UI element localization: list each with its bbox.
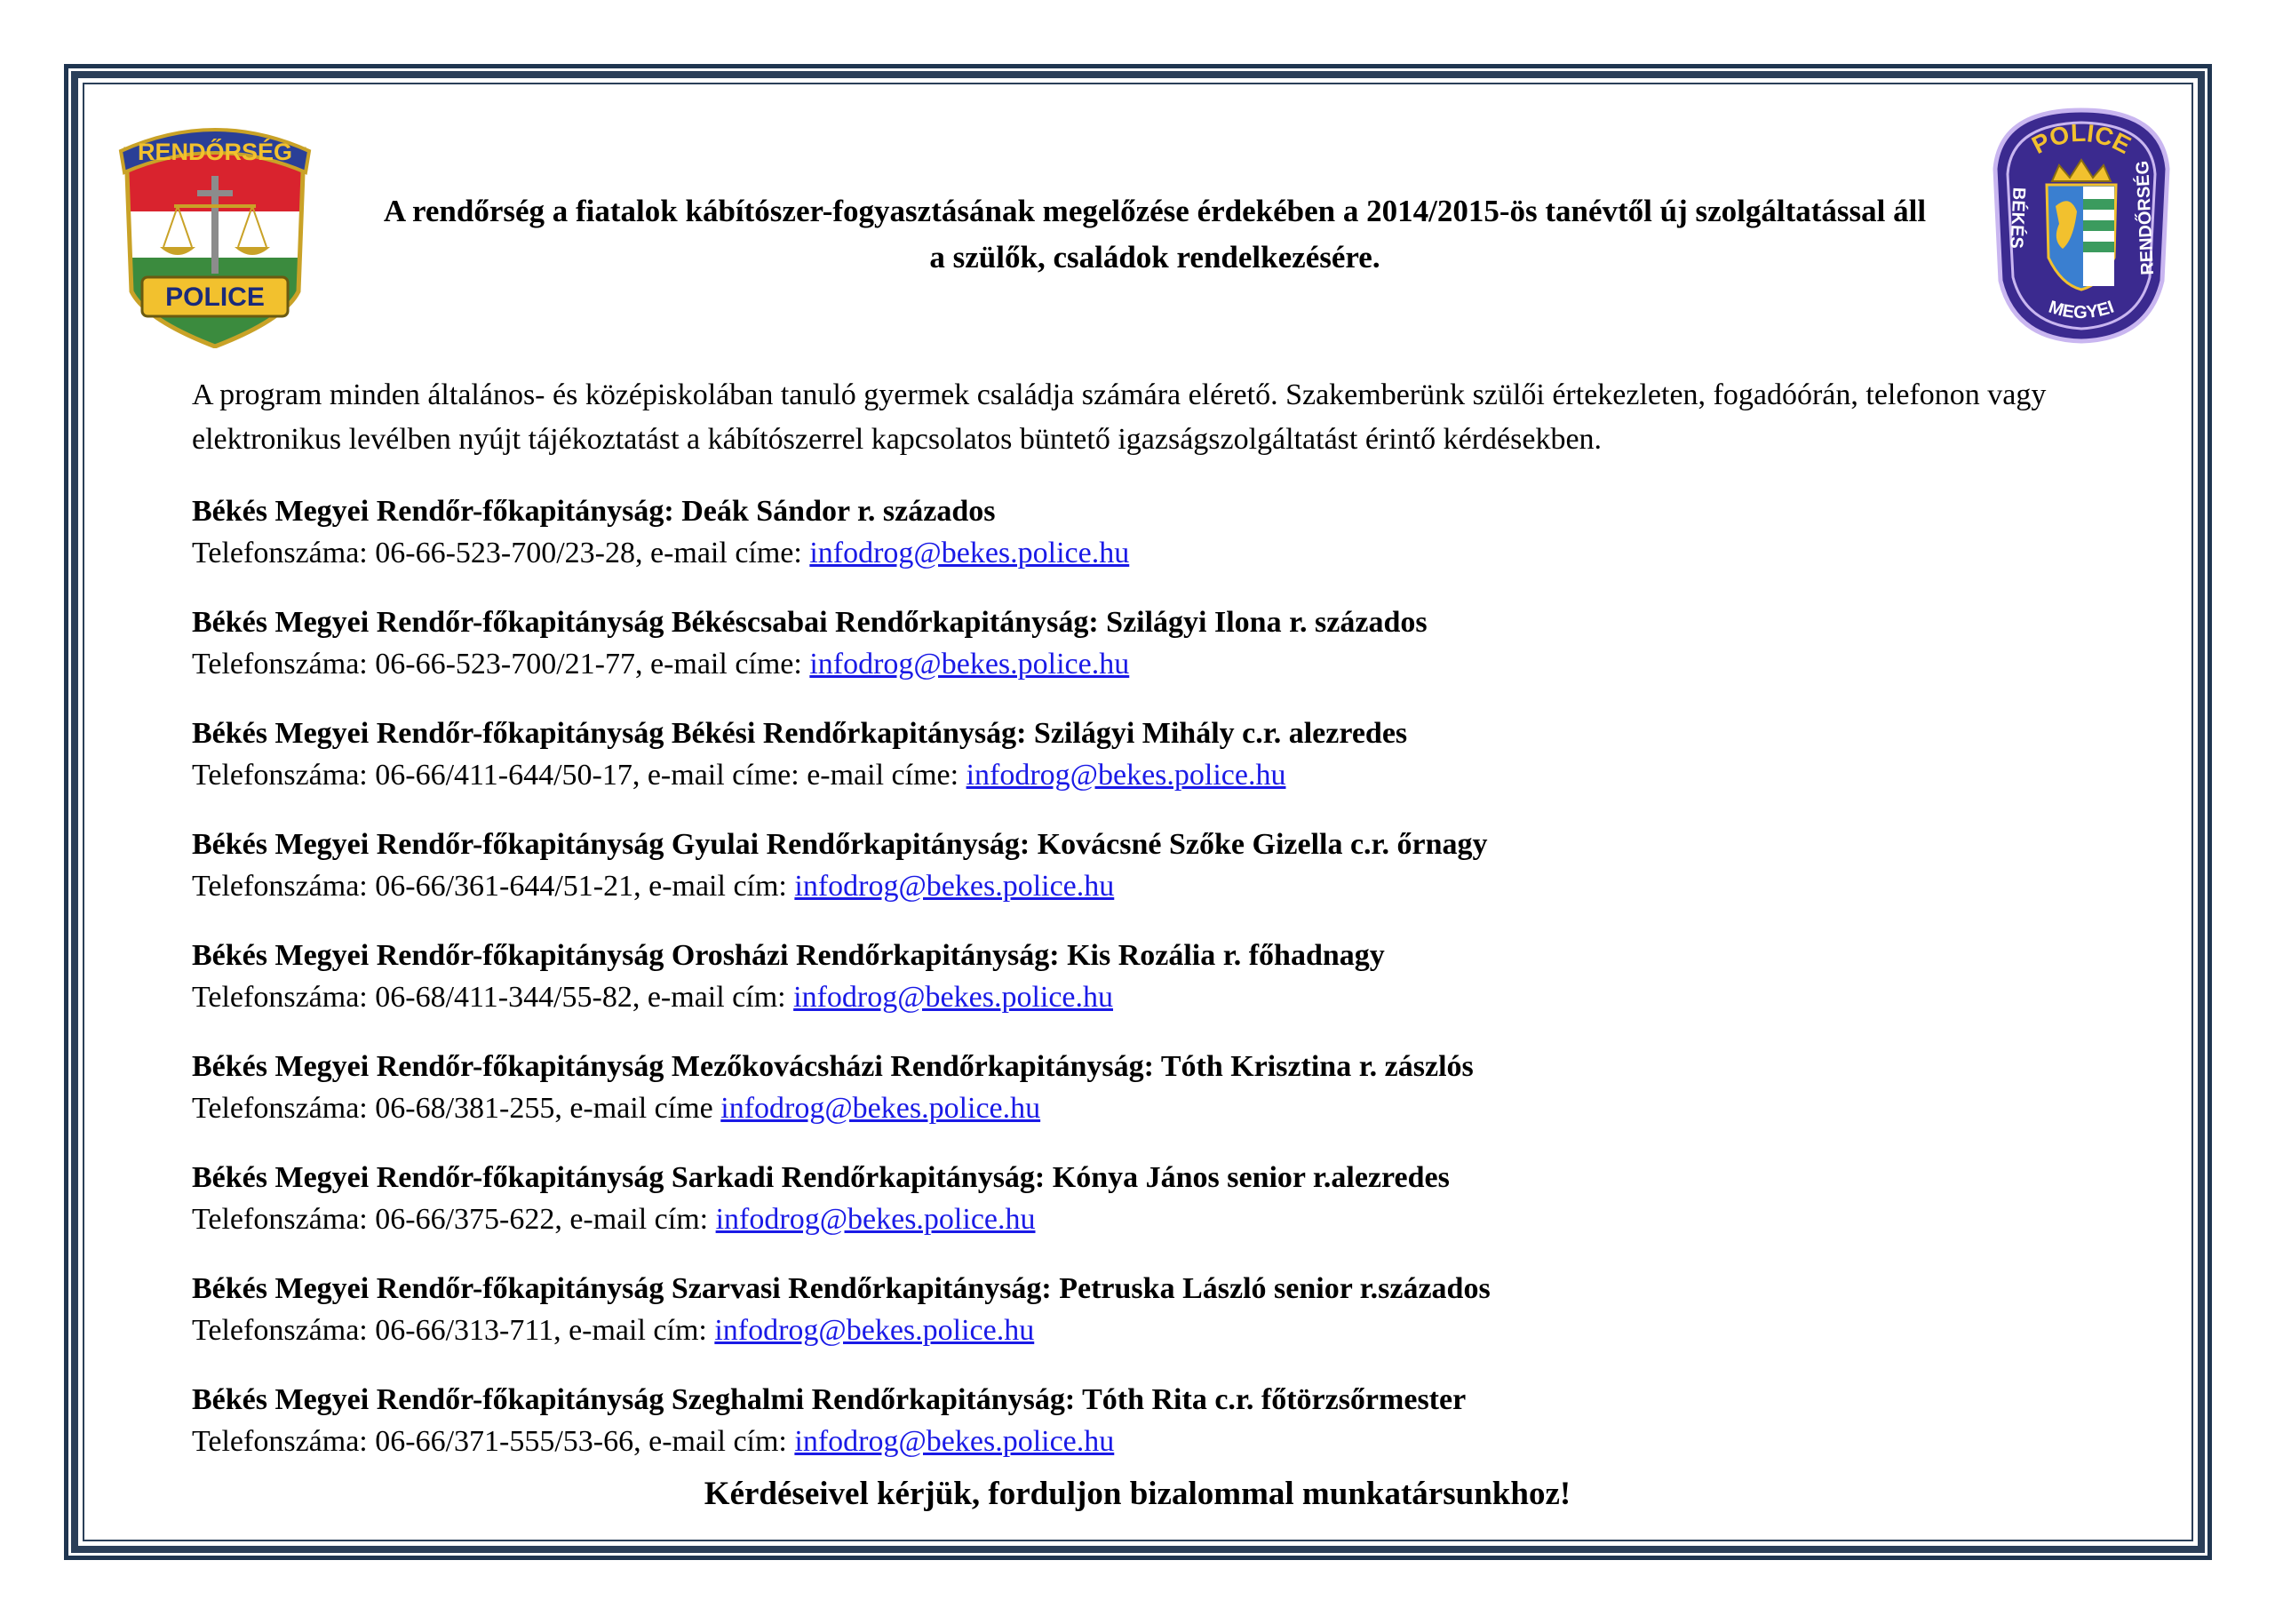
contact-details bbox=[192, 644, 2093, 685]
emblem-bottom-text: POLICE bbox=[165, 283, 265, 312]
contact-email-link[interactable]: infodrog@bekes.police.hu bbox=[809, 537, 1130, 569]
contact-item bbox=[192, 490, 2093, 574]
contact-email-link[interactable]: infodrog@bekes.police.hu bbox=[809, 648, 1130, 681]
contact-details bbox=[192, 866, 2093, 907]
contact-name: Békés Megyei Rendőr-főkapitányság Gyulai Rendőrkapitányság: Kovácsné Szőke Gizella c.r. őrnagy bbox=[192, 828, 1488, 861]
contact-item bbox=[192, 935, 2093, 1018]
contact-details bbox=[192, 755, 2093, 796]
contact-item bbox=[192, 601, 2093, 685]
badge-top-text: POLICE bbox=[2027, 118, 2136, 160]
contact-name: Békés Megyei Rendőr-főkapitányság Békési Rendőrkapitányság: Szilágyi Mihály c.r. alezredes bbox=[192, 717, 1408, 750]
contact-name: Békés Megyei Rendőr-főkapitányság Szarvasi Rendőrkapitányság: Petruska László senior r.százados bbox=[192, 1272, 1491, 1305]
contact-phone: Telefonszáma: 06-66/313-711, e-mail cím: bbox=[192, 1314, 715, 1347]
contact-item bbox=[192, 1046, 2093, 1129]
contact-email-link[interactable]: infodrog@bekes.police.hu bbox=[715, 1203, 1036, 1236]
contact-phone: Telefonszáma: 06-66/361-644/51-21, e-mail cím: bbox=[192, 870, 795, 903]
contact-email-link[interactable]: infodrog@bekes.police.hu bbox=[720, 1092, 1041, 1125]
contact-item bbox=[192, 1157, 2093, 1240]
contact-name: Békés Megyei Rendőr-főkapitányság Sarkadi Rendőrkapitányság: Kónya János senior r.alezredes bbox=[192, 1161, 1450, 1194]
header-line-2: a szülők, családok rendelkezésére. bbox=[929, 240, 1380, 275]
contact-item bbox=[192, 1268, 2093, 1351]
contact-phone: Telefonszáma: 06-66/371-555/53-66, e-mail cím: bbox=[192, 1425, 795, 1458]
contact-phone: Telefonszáma: 06-68/411-344/55-82, e-mail cím: bbox=[192, 981, 794, 1014]
rendorseg-police-emblem bbox=[115, 114, 314, 348]
header-title bbox=[338, 188, 1972, 281]
contact-phone: Telefonszáma: 06-66/411-644/50-17, e-mail címe: e-mail címe: bbox=[192, 759, 966, 792]
contact-name: Békés Megyei Rendőr-főkapitányság: Deák Sándor r. százados bbox=[192, 495, 996, 528]
contact-phone: Telefonszáma: 06-66-523-700/21-77, e-mail címe: bbox=[192, 648, 810, 681]
contact-details bbox=[192, 977, 2093, 1018]
contact-phone: Telefonszáma: 06-66-523-700/23-28, e-mail címe: bbox=[192, 537, 810, 569]
svg-text:BÉKÉS bbox=[2006, 187, 2028, 249]
contact-email-link[interactable]: infodrog@bekes.police.hu bbox=[794, 870, 1115, 903]
contact-details bbox=[192, 1421, 2093, 1462]
contact-phone: Telefonszáma: 06-68/381-255, e-mail címe bbox=[192, 1092, 721, 1125]
contact-details bbox=[192, 1088, 2093, 1129]
header-line-1: A rendőrség a fiatalok kábítószer-fogyasztásának megelőzése érdekében a 2014/2015-ös tanévtől új szolgáltatással áll bbox=[383, 194, 1927, 228]
contact-item bbox=[192, 824, 2093, 907]
contact-list bbox=[192, 490, 2093, 1490]
closing-message: Kérdéseivel kérjük, forduljon bizalommal munkatársunkhoz! bbox=[704, 1476, 1571, 1512]
contact-details bbox=[192, 1199, 2093, 1240]
contact-item bbox=[192, 1379, 2093, 1462]
contact-phone: Telefonszáma: 06-66/375-622, e-mail cím: bbox=[192, 1203, 716, 1236]
badge-right-text: RENDŐRSÉG bbox=[2133, 160, 2158, 276]
badge-bottom-text: MEGYEI bbox=[2046, 297, 2117, 323]
intro-paragraph: A program minden általános- és középiskolában tanuló gyermek családja számára elérető. Szakemberünk szülői értekezleten, fogadóórán, telefonon vagy elektronikus levélben nyújt tájékoztatást a kábítószerrel kapcsolatos büntető igazságszolgáltatást érintő kérdésekben. bbox=[192, 378, 2047, 456]
contact-item bbox=[192, 712, 2093, 796]
contact-email-link[interactable]: infodrog@bekes.police.hu bbox=[714, 1314, 1035, 1347]
contact-name: Békés Megyei Rendőr-főkapitányság Békéscsabai Rendőrkapitányság: Szilágyi Ilona r. százados bbox=[192, 606, 1428, 639]
contact-details bbox=[192, 533, 2093, 574]
contact-email-link[interactable]: infodrog@bekes.police.hu bbox=[794, 1425, 1115, 1458]
contact-name: Békés Megyei Rendőr-főkapitányság Mezőkovácsházi Rendőrkapitányság: Tóth Krisztina r. zászlós bbox=[192, 1050, 1474, 1083]
contact-email-link[interactable]: infodrog@bekes.police.hu bbox=[966, 759, 1286, 792]
contact-email-link[interactable]: infodrog@bekes.police.hu bbox=[793, 981, 1114, 1014]
contact-details bbox=[192, 1310, 2093, 1351]
contact-name: Békés Megyei Rendőr-főkapitányság Orosházi Rendőrkapitányság: Kis Rozália r. főhadnagy bbox=[192, 939, 1385, 972]
contact-name: Békés Megyei Rendőr-főkapitányság Szeghalmi Rendőrkapitányság: Tóth Rita c.r. főtörzsőrmester bbox=[192, 1383, 1467, 1416]
badge-left-text: BÉKÉS bbox=[2006, 187, 2029, 250]
emblem-top-text: RENDŐRSÉG bbox=[137, 139, 293, 165]
bekes-megyei-police-badge bbox=[1988, 107, 2175, 345]
